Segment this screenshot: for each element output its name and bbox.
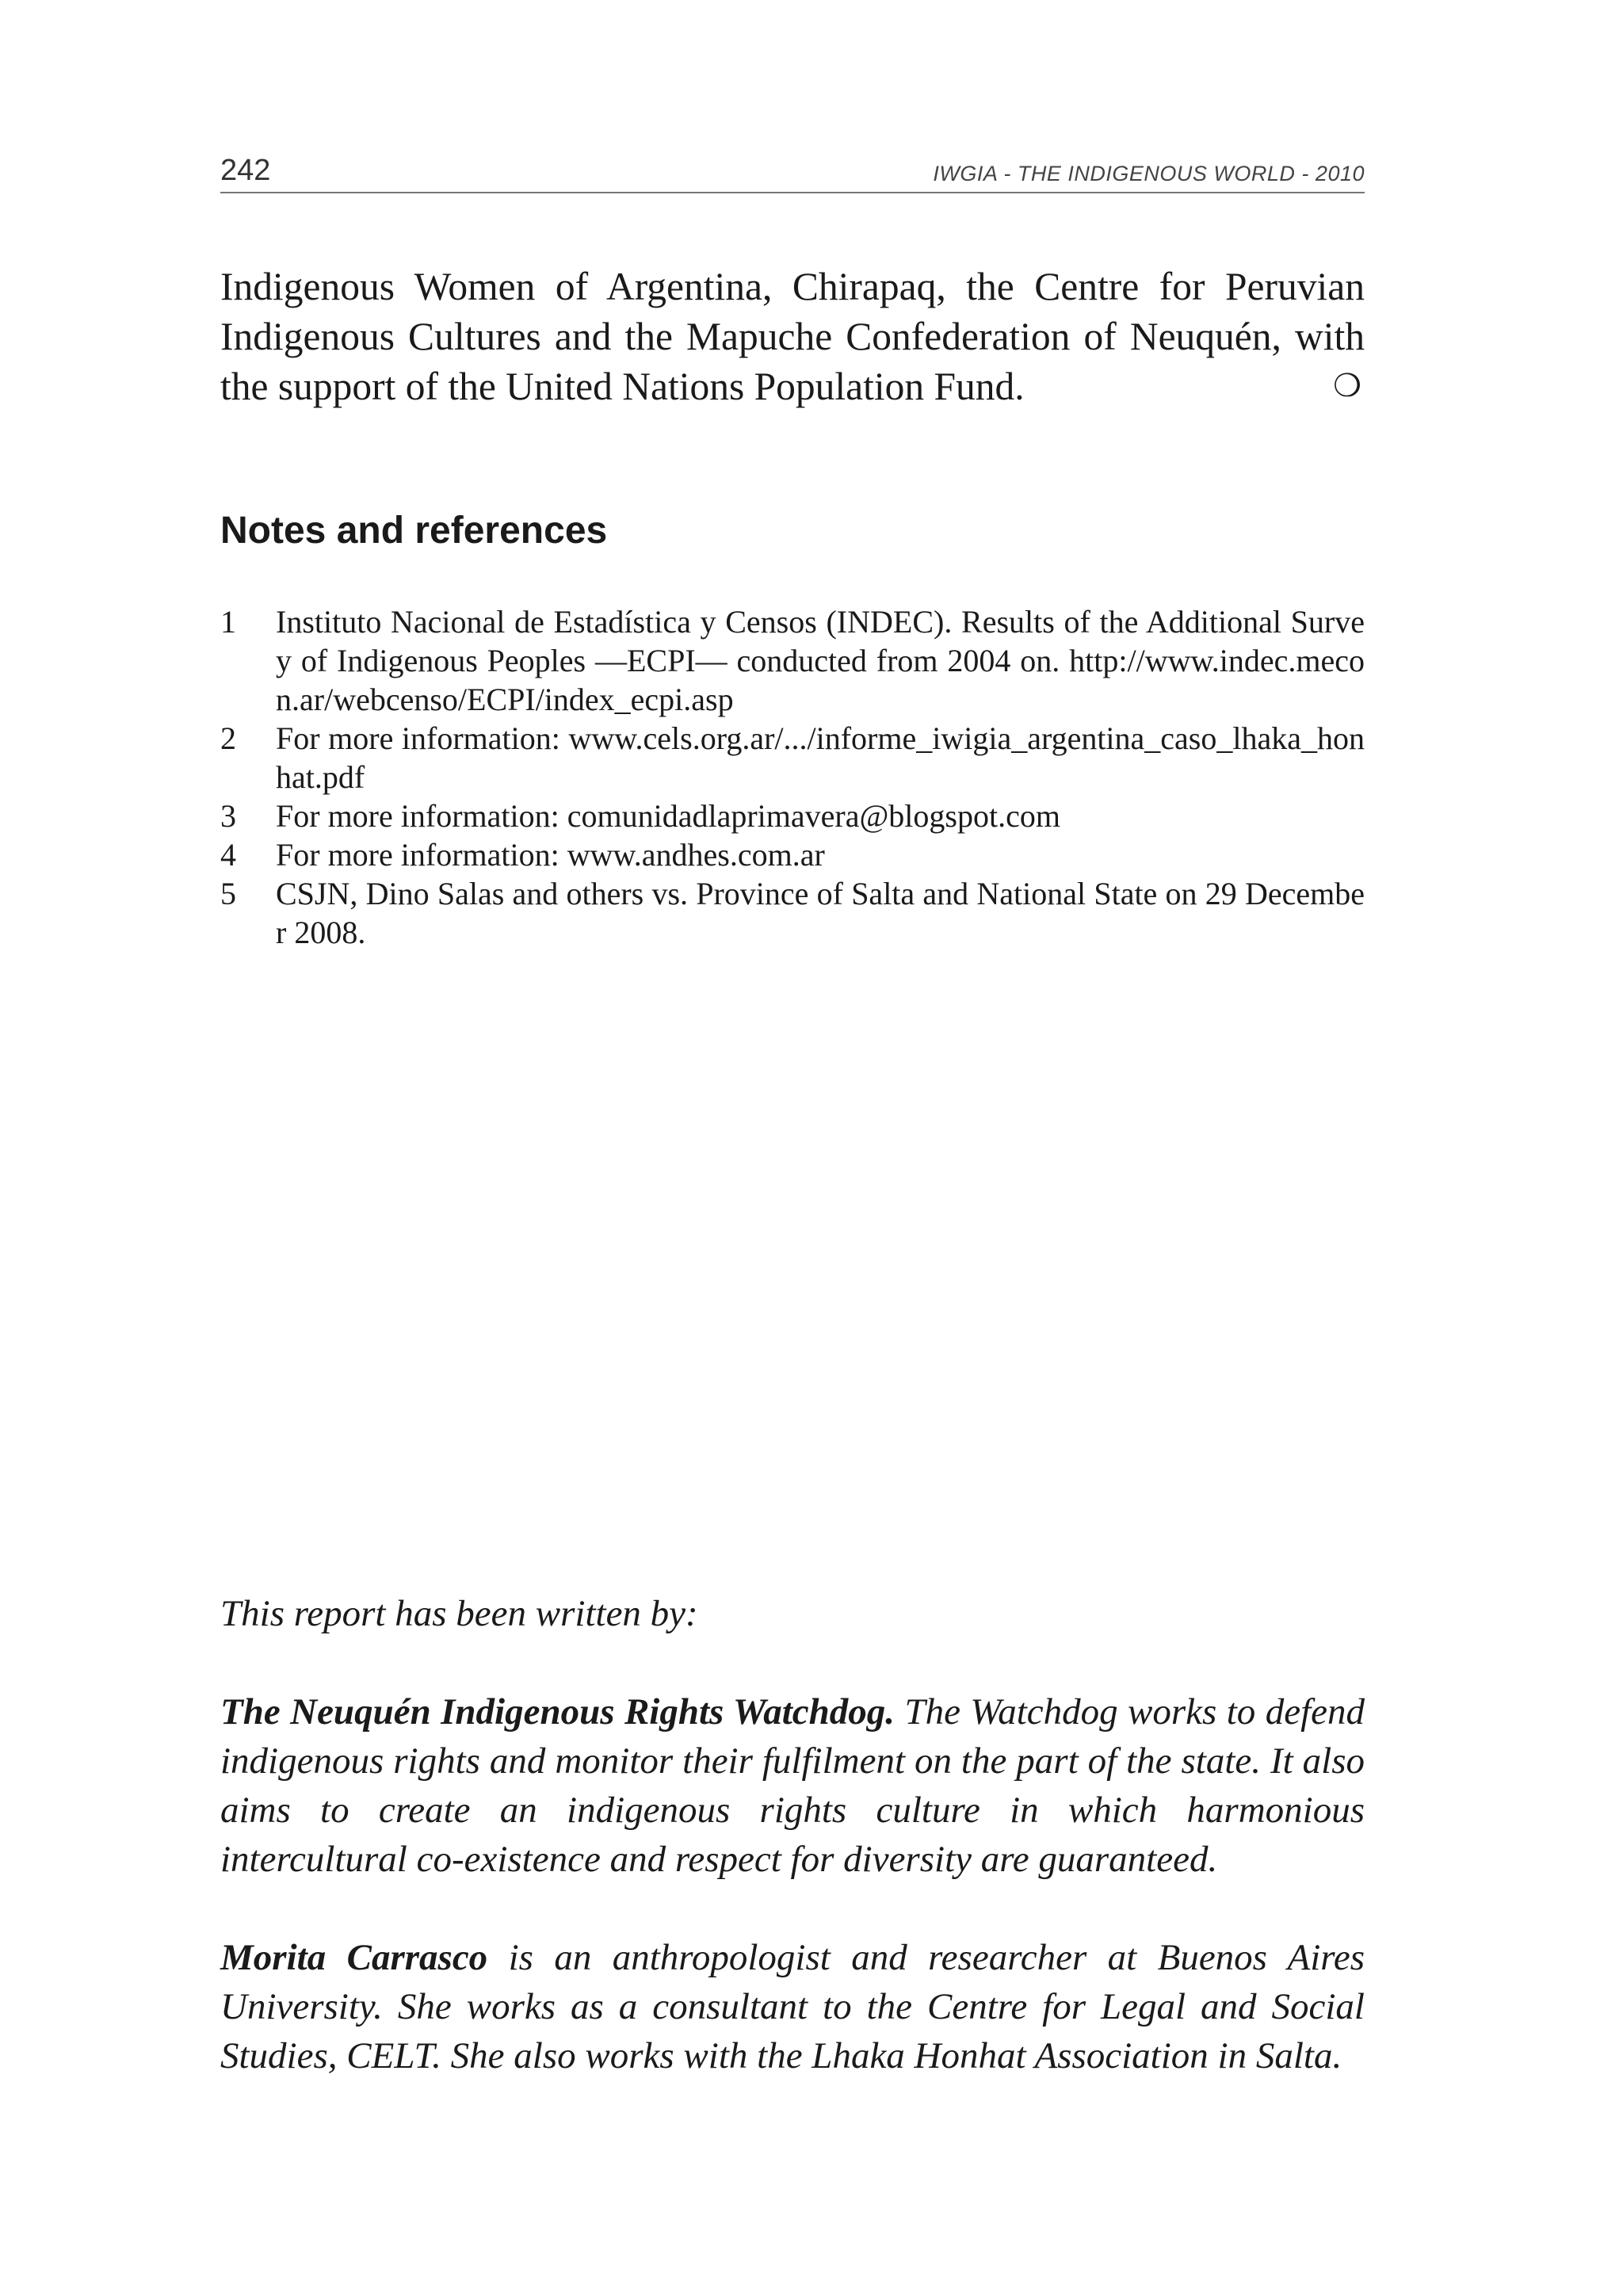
note-item <box>220 602 1365 719</box>
note-item <box>220 874 1365 952</box>
note-text: Instituto Nacional de Estadística y Censos (INDEC). Results of the Additional Survey of Indigenous Peoples —ECPI— conducted from 2004 on. http://www.indec.mecon.ar/webcenso/ECPI/index_ecpi.asp <box>276 604 1365 717</box>
note-number: 2 <box>220 720 236 756</box>
end-of-article-mark-icon: ❍ <box>1333 368 1361 404</box>
note-item <box>220 719 1365 797</box>
author-name: Morita Carrasco <box>220 1937 488 1978</box>
notes-heading: Notes and references <box>220 510 608 552</box>
note-number: 3 <box>220 798 236 834</box>
author-description: is an anthropologist and researcher at Buenos Aires University. She works as a consultant to the Centre for Legal and Social Studies, CELT. She also works with the Lhaka Honhat Association in Salta. <box>220 1937 1365 2076</box>
note-number: 4 <box>220 837 236 873</box>
note-text: CSJN, Dino Salas and others vs. Province of Salta and National State on 29 December 2008. <box>276 876 1365 950</box>
authors-section <box>220 1589 1365 2130</box>
note-text: For more information: comunidadlaprimavera@blogspot.com <box>276 798 1060 834</box>
note-number: 5 <box>220 876 236 911</box>
running-head: IWGIA - THE INDIGENOUS WORLD - 2010 <box>933 162 1365 185</box>
authors-intro: This report has been written by: <box>220 1593 698 1634</box>
notes-list <box>220 602 1365 952</box>
page-number: 242 <box>220 154 271 187</box>
author-bio <box>220 1687 1365 1884</box>
author-name: The Neuquén Indigenous Rights Watchdog. <box>220 1691 896 1733</box>
closing-paragraph-text: Indigenous Women of Argentina, Chirapaq, the Centre for Peruvian Indigenous Cultures and the Mapuche Confederation of Neuquén, with the support of the United Nations Population Fund. <box>220 265 1365 408</box>
note-text: For more information: www.cels.org.ar/.../informe_iwigia_argentina_caso_lhaka_honhat.pdf <box>276 720 1365 795</box>
note-number: 1 <box>220 604 236 640</box>
author-bio <box>220 1933 1365 2080</box>
note-text: For more information: www.andhes.com.ar <box>276 837 825 873</box>
author-description: The Watchdog works to defend indigenous rights and monitor their fulfilment on the part of the state. It also aims to create an indigenous rights culture in which harmonious intercultural co-existence and respect for diversity are guaranteed. <box>220 1691 1365 1880</box>
note-item <box>220 797 1365 835</box>
note-item <box>220 835 1365 874</box>
page-header <box>220 151 1365 193</box>
closing-paragraph <box>220 262 1365 411</box>
